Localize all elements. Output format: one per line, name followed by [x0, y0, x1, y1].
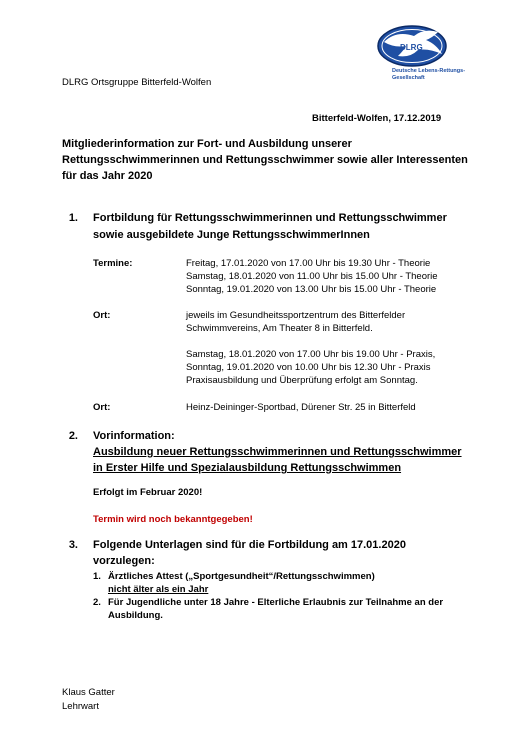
- signature-role: Lehrwart: [62, 701, 99, 712]
- list-item-number: 2.: [93, 597, 101, 608]
- logo-text-line1: Deutsche Lebens-Rettungs-: [392, 68, 466, 74]
- section2-number: 2.: [68, 430, 78, 442]
- list-item-line1: Ärztliches Attest („Sportgesundheit“/Rettungsschwimmen): [108, 571, 375, 582]
- termin-item: Freitag, 17.01.2020 von 17.00 Uhr bis 19.30 Uhr - Theorie: [186, 258, 431, 269]
- date-line: Bitterfeld-Wolfen, 17.12.2019: [312, 113, 442, 124]
- dlrg-logo: [362, 24, 466, 88]
- list-item-line2: nicht älter als ein Jahr: [108, 584, 209, 595]
- sender-line: DLRG Ortsgruppe Bitterfeld-Wolfen: [62, 77, 212, 88]
- list-item-number: 1.: [93, 571, 101, 582]
- section2-subtitle-line1: Ausbildung neuer Rettungsschwimmerinnen und Rettungsschwimmer: [93, 446, 462, 458]
- subject-line-3: für das Jahr 2020: [62, 170, 153, 182]
- ort-1-line1: jeweils im Gesundheitssportzentrum des Bitterfelder: [186, 310, 406, 321]
- praxis-item: Samstag, 18.01.2020 von 17.00 Uhr bis 19.00 Uhr - Praxis,: [186, 349, 436, 360]
- ort-label-2: Ort:: [93, 402, 111, 413]
- termine-label: Termine:: [93, 258, 133, 269]
- section2-subtitle-line2: in Erster Hilfe und Spezialausbildung Rettungsschwimmen: [93, 462, 402, 474]
- termin-item: Samstag, 18.01.2020 von 11.00 Uhr bis 15.00 Uhr - Theorie: [186, 271, 438, 282]
- section1-number: 1.: [68, 212, 78, 224]
- subject-line-2: Rettungsschwimmerinnen und Rettungsschwimmer sowie aller Interessenten: [62, 154, 468, 166]
- subject-line-1: Mitgliederinformation zur Fort- und Ausbildung unserer: [62, 138, 352, 150]
- signature-name: Klaus Gatter: [62, 687, 115, 698]
- section3-title-line1: Folgende Unterlagen sind für die Fortbildung am 17.01.2020: [93, 539, 406, 551]
- logo-text-line2: Gesellschaft: [392, 75, 425, 81]
- list-item-line2: Ausbildung.: [108, 610, 163, 621]
- ort-2: Heinz-Deininger-Sportbad, Dürener Str. 25 in Bitterfeld: [186, 402, 416, 413]
- section2-note: Erfolgt im Februar 2020!: [93, 487, 203, 498]
- section3-number: 3.: [68, 539, 78, 551]
- section2-red-note: Termin wird noch bekanntgegeben!: [93, 514, 253, 525]
- list-item-line1: Für Jugendliche unter 18 Jahre - Elterliche Erlaubnis zur Teilnahme an der: [108, 597, 444, 608]
- section1-title-line1: Fortbildung für Rettungsschwimmerinnen und Rettungsschwimmer: [93, 212, 447, 224]
- section3-title-line2: vorzulegen:: [93, 555, 155, 567]
- ort-label-1: Ort:: [93, 310, 111, 321]
- termin-item: Sonntag, 19.01.2020 von 13.00 Uhr bis 15.00 Uhr - Theorie: [186, 284, 437, 295]
- svg-text:DLRG: DLRG: [400, 43, 423, 52]
- section2-title: Vorinformation:: [93, 430, 175, 442]
- ort-1-line2: Schwimmvereins, Am Theater 8 in Bitterfeld.: [186, 323, 373, 334]
- praxis-item: Sonntag, 19.01.2020 von 10.00 Uhr bis 12.30 Uhr - Praxis: [186, 362, 431, 373]
- praxis-item: Praxisausbildung und Überprüfung erfolgt am Sonntag.: [186, 375, 418, 386]
- section1-title-line2: sowie ausgebildete Junge RettungsschwimmerInnen: [93, 229, 370, 241]
